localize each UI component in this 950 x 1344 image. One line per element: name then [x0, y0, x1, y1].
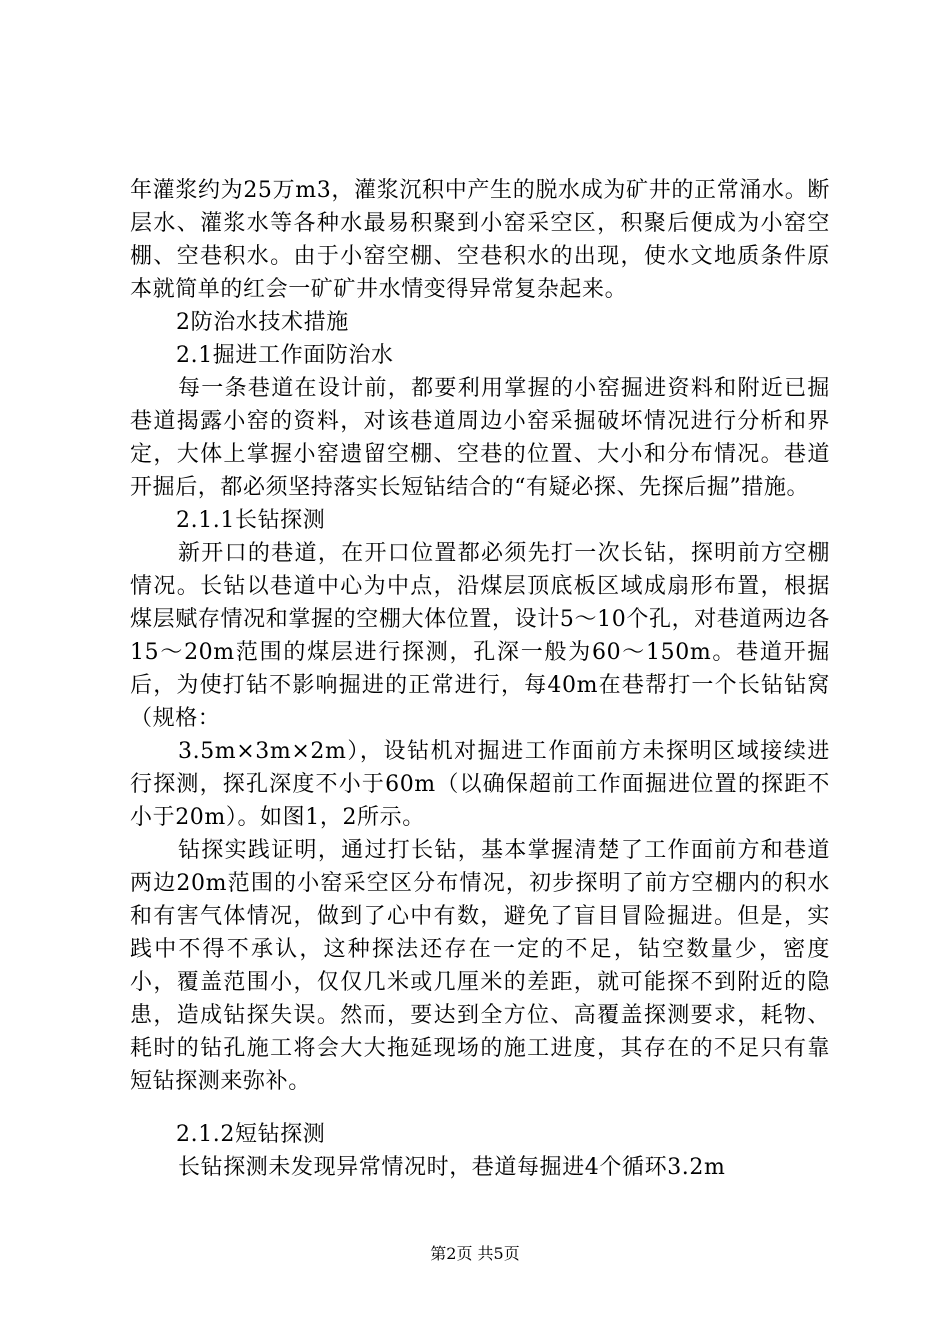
- section-heading-2-1: 2.1掘进工作面防治水: [176, 343, 394, 368]
- paragraph-long-drill: 新开口的巷道，在开口位置都必须先打一次长钻，探明前方空棚情况。长钻以巷道中心为中点，沿煤层顶底板区域成扇形布置，根据煤层赋存情况和掌握的空棚大体位置，设计5～10个孔，对巷道两边各15～20m范围的煤层进行探测，孔深一般为60～150m。巷道开掘后，为使打钻不影响掘进的正常进行，每40m在巷帮打一个长钻钻窝（规格：: [130, 541, 830, 731]
- page-number: 第2页 共5页: [430, 1244, 520, 1263]
- paragraph-short-drill: 长钻探测未发现异常情况时，巷道每掘进4个循环3.2m: [178, 1155, 726, 1180]
- section-heading-2-1-2: 2.1.2短钻探测: [176, 1122, 326, 1147]
- paragraph-gap: [130, 1098, 830, 1118]
- document-body: [130, 174, 830, 1184]
- paragraph-design: 每一条巷道在设计前，都要利用掌握的小窑掘进资料和附近已掘巷道揭露小窑的资料，对该巷道周边小窑采掘破坏情况进行分析和界定，大体上掌握小窑遗留空棚、空巷的位置、大小和分布情况。巷道开掘后，都必须坚持落实长短钻结合的“有疑必探、先探后掘”措施。: [130, 376, 830, 500]
- section-heading-2-1-1: 2.1.1长钻探测: [176, 508, 326, 533]
- section-heading-2: 2防治水技术措施: [176, 310, 349, 335]
- paragraph-continued: 年灌浆约为25万m3，灌浆沉积中产生的脱水成为矿井的正常涌水。断层水、灌浆水等各种水最易积聚到小窑采空区，积聚后便成为小窑空棚、空巷积水。由于小窑空棚、空巷积水的出现，使水文地质条件原本就简单的红会一矿矿井水情变得异常复杂起来。: [130, 178, 830, 302]
- paragraph-practice: 钻探实践证明，通过打长钻，基本掌握清楚了工作面前方和巷道两边20m范围的小窑采空区分布情况，初步探明了前方空棚内的积水和有害气体情况，做到了心中有数，避免了盲目冒险掘进。但是，实践中不得不承认，这种探法还存在一定的不足，钻空数量少，密度小，覆盖范围小，仅仅几米或几厘米的差距，就可能探不到附近的隐患，造成钻探失误。然而，要达到全方位、高覆盖探测要求，耗物、耗时的钻孔施工将会大大拖延现场的施工进度，其存在的不足只有靠短钻探测来弥补。: [130, 838, 830, 1094]
- paragraph-drill-spec: 3.5m×3m×2m），设钻机对掘进工作面前方未探明区域接续进行探测，探孔深度不小于60m（以确保超前工作面掘进位置的探距不小于20m）。如图1，2所示。: [130, 739, 830, 830]
